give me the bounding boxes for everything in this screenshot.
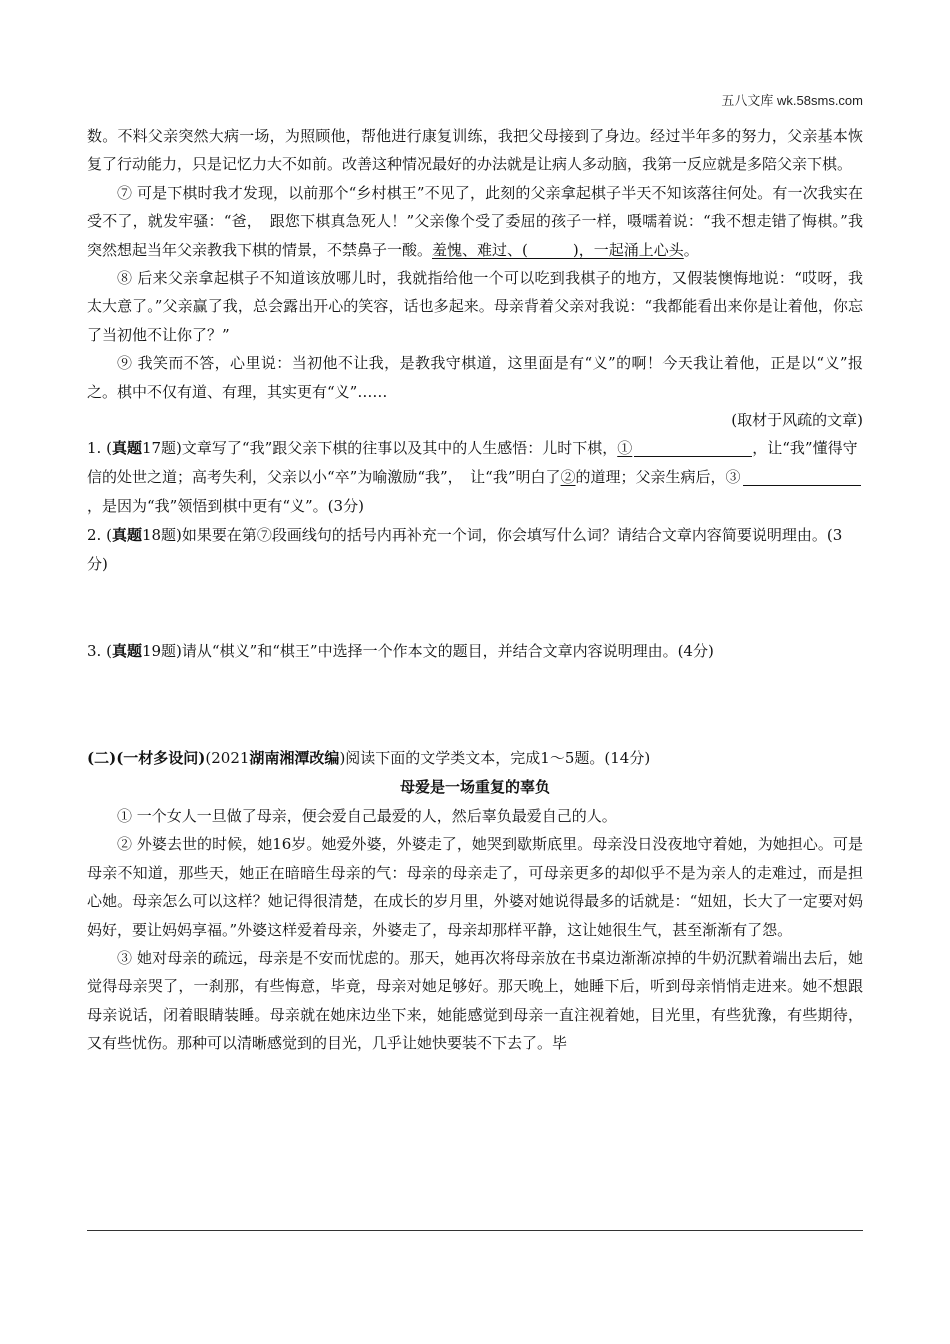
section-2-place: 湖南湘潭改编 xyxy=(249,749,340,768)
answer-blank-1[interactable] xyxy=(634,438,752,457)
underlined-sentence: 羞愧、难过、( )，一起涌上心头 xyxy=(432,240,684,259)
question-3-number: 3. ( xyxy=(87,642,112,661)
section-2-label: (二)(一材多设问) xyxy=(87,749,206,768)
paragraph-6-continued: 数。不料父亲突然大病一场，为照顾他，帮他进行康复训练，我把父母接到了身边。经过半年多的努力，父亲基本恢复了行动能力，只是记忆力大不如前。改善这种情况最好的办法就是让病人多动脑，我第一反应就是多陪父亲下棋。 xyxy=(87,127,863,174)
question-1-text-b: ，让“我”懂得守信的处世之道；高考失利，父亲以小“卒”为喻激励“我”， 让“我”明白了 xyxy=(87,439,858,487)
article-paragraph-2: ② 外婆去世的时候，她16岁。她爱外婆，外婆走了，她哭到歇斯底里。母亲没日没夜地守着她，为她担心。可是母亲不知道，那些天，她正在暗暗生母亲的气：母亲的母亲走了，可母亲更多的却似乎不是为亲人的走难过，而是担心她。母亲怎么可以这样？她记得很清楚，在成长的岁月里，外婆对她说得最多的话就是：“妞妞，长大了一定要对妈妈好，要让妈妈享福。”外婆这样爱着母亲，外婆走了，母亲却那样平静，这让她很生气，甚至渐渐有了怨。 xyxy=(87,835,863,939)
question-3-text: )请从“棋义”和“棋王”中选择一个作本文的题目，并结合文章内容说明理由。(4分) xyxy=(176,642,714,661)
answer-space-2 xyxy=(87,579,863,637)
question-1-marker-2: ② xyxy=(560,468,576,487)
question-2-tag: 真题 xyxy=(111,526,142,545)
paragraph-7-text: ⑦ 可是下棋时我才发现，以前那个“乡村棋王”不见了，此刻的父亲拿起棋子半天不知该落往何处。有一次我实在受不了，就发牢骚：“爸， 跟您下棋真急死人！”父亲像个受了委屈的孩子一样，嗫嚅着说：“我不想走错了悔棋。”我突然想起当年父亲教我下棋的情景，不禁鼻子一酸。 xyxy=(87,183,863,259)
question-2-number: 2. ( xyxy=(87,526,112,545)
question-2-text: )如果要在第⑦段画线句的括号内再补充一个词，你会填写什么词？请结合文章内容简要说明理由。(3分) xyxy=(87,526,843,574)
site-watermark: 五八文库 wk.58sms.com xyxy=(721,93,863,108)
question-1-text-a: )文章写了“我”跟父亲下棋的往事以及其中的人生感悟：儿时下棋， xyxy=(176,439,618,458)
document-body xyxy=(87,122,863,1058)
question-3-tag: 真题 xyxy=(111,642,142,661)
answer-blank-3[interactable] xyxy=(743,467,861,486)
question-1-text-c: 的道理；父亲生病后，③ xyxy=(575,468,741,487)
section-2-instructions: )阅读下面的文学类文本，完成1～5题。(14分) xyxy=(339,749,651,768)
spacer xyxy=(87,724,863,744)
answer-space-3 xyxy=(87,666,863,724)
question-2-tagnum: 18题 xyxy=(141,526,177,545)
paragraph-7 xyxy=(87,179,863,264)
question-1 xyxy=(87,434,863,521)
paragraph-9: ⑨ 我笑而不答，心里说：当初他不让我，是教我守棋道，这里面是有“义”的啊！今天我让着他，正是以“义”报之。棋中不仅有道、有理，其实更有“义”…… xyxy=(87,354,863,401)
question-1-marker-1: ① xyxy=(617,439,633,458)
source-note: (取材于风疏的文章) xyxy=(731,411,863,430)
article-title: 母爱是一场重复的辜负 xyxy=(399,778,550,797)
footer-divider xyxy=(87,1230,863,1231)
section-2-year: (2021 xyxy=(205,749,250,768)
question-3 xyxy=(87,637,863,666)
article-paragraph-3: ③ 她对母亲的疏远，母亲是不安而忧虑的。那天，她再次将母亲放在书桌边渐渐凉掉的牛奶沉默着端出去后，她觉得母亲哭了，一刹那，有些悔意，毕竟，母亲对她足够好。那天晚上，她睡下后，听到母亲悄悄走进来。她不想跟母亲说话，闭着眼睛装睡。母亲就在她床边坐下来，她能感觉到母亲一直注视着她，目光里，有些犹豫，有些期待，又有些忧伤。那种可以清晰感觉到的目光，几乎让她快要装不下去了。毕 xyxy=(87,948,863,1053)
question-1-tag: 真题 xyxy=(111,439,142,458)
question-1-tagnum: 17题 xyxy=(141,439,177,458)
paragraph-7-end: 。 xyxy=(683,240,699,259)
section-2-heading xyxy=(87,744,863,773)
question-2 xyxy=(87,521,863,579)
question-1-text-d: ，是因为“我”领悟到棋中更有“义”。(3分) xyxy=(87,497,364,516)
question-3-tagnum: 19题 xyxy=(141,642,177,661)
paragraph-8: ⑧ 后来父亲拿起棋子不知道该放哪儿时，我就指给他一个可以吃到我棋子的地方，又假装懊悔地说：“哎呀，我太大意了。”父亲赢了我，总会露出开心的笑容，话也多起来。母亲背着父亲对我说：“我都能看出来你是让着他，你忘了当初他不让你了？” xyxy=(87,269,863,344)
question-1-number: 1. ( xyxy=(87,439,112,458)
article-paragraph-1: ① 一个女人一旦做了母亲，便会爱自己最爱的人，然后辜负最爱自己的人。 xyxy=(117,806,617,825)
